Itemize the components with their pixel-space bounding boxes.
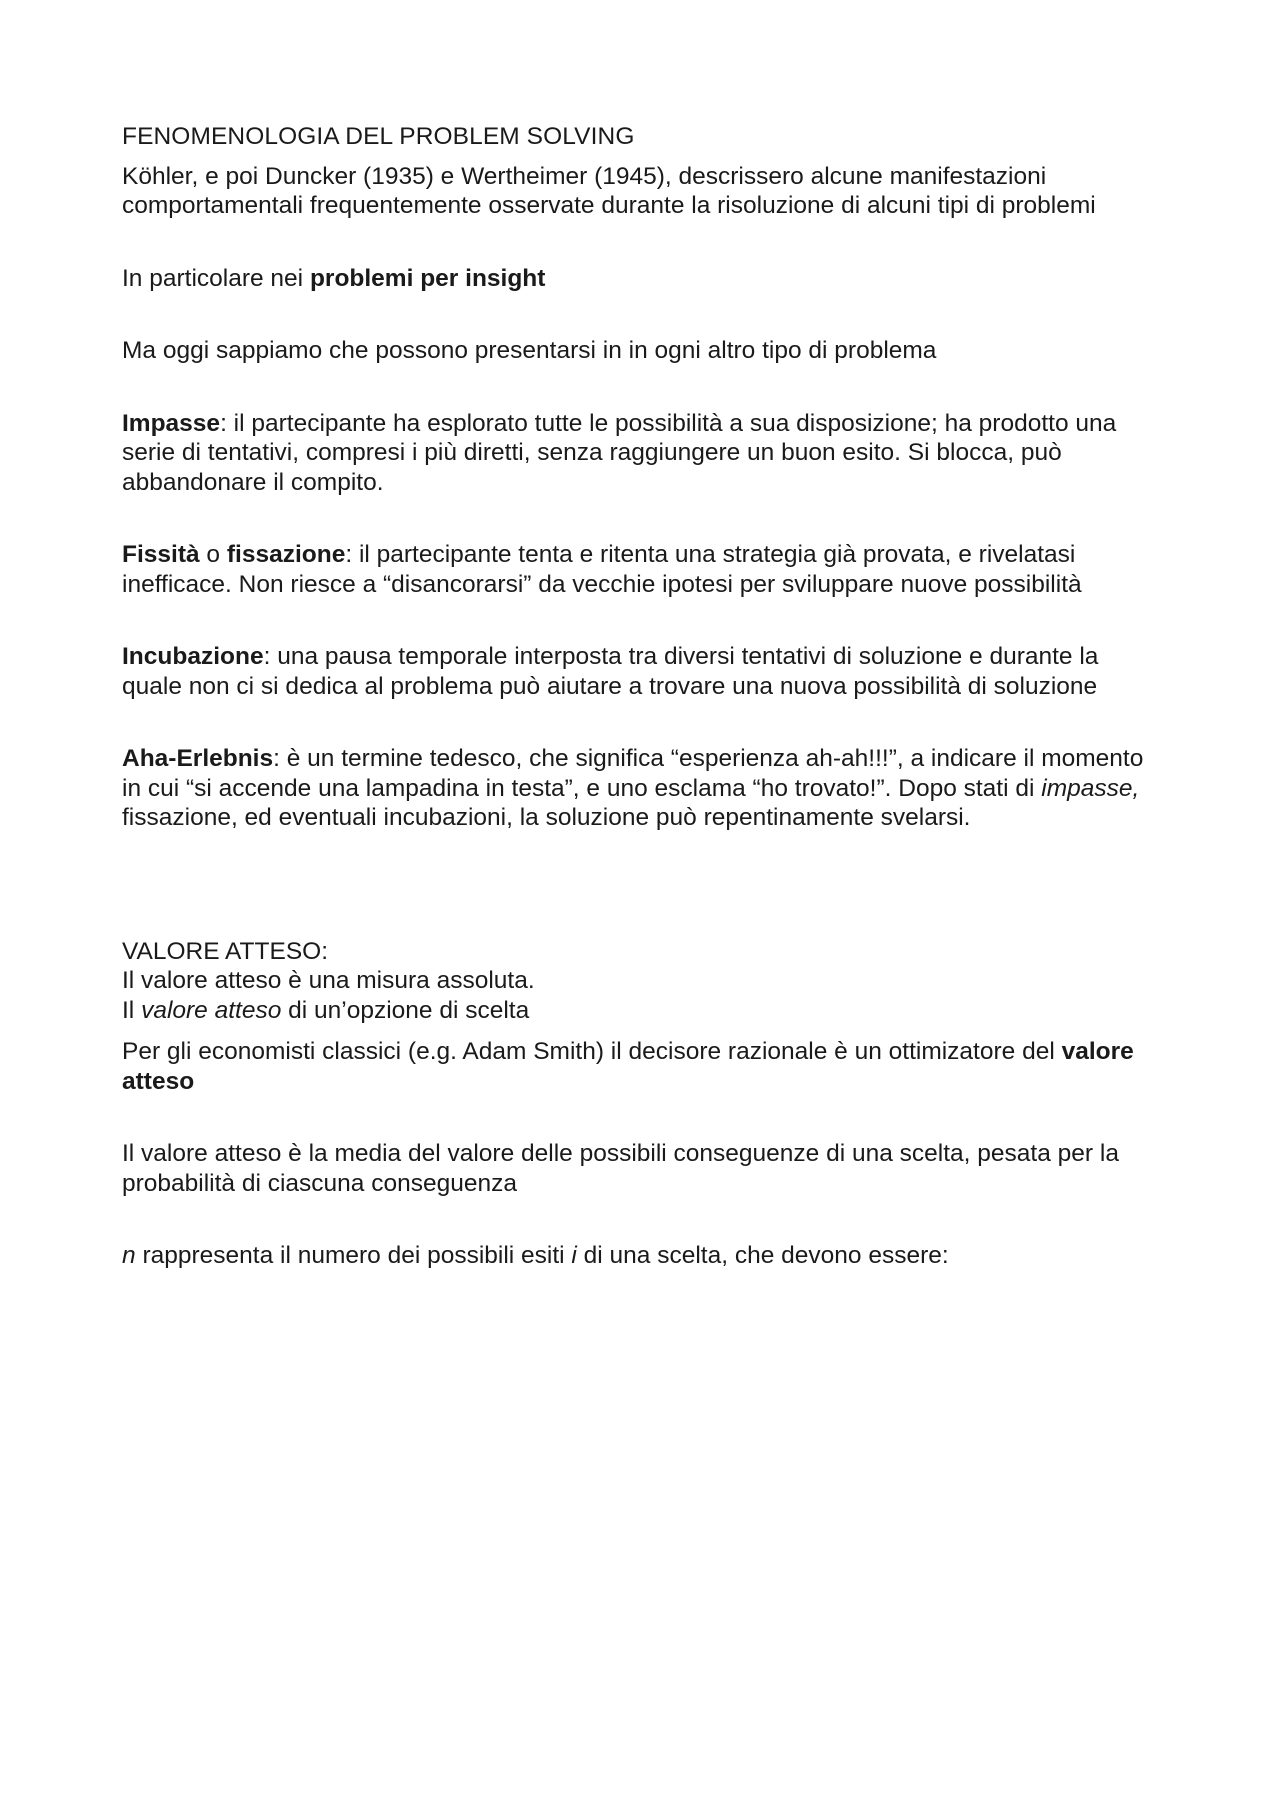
esiti-text1: rappresenta il numero dei possibili esiti bbox=[135, 1242, 572, 1269]
esiti-paragraph bbox=[122, 1241, 1162, 1271]
n-variable: n bbox=[122, 1242, 136, 1269]
impasse-definition: : il partecipante ha esplorato tutte le possibilità a sua disposizione; ha prodotto una serie di tentativi, compresi i più diretti, senza raggiungere un buon esito. Si blocca, può abbandonare il compito. bbox=[122, 409, 1117, 496]
va-line2-suffix: di un’opzione di scelta bbox=[281, 996, 530, 1024]
economisti-bold: valore atteso bbox=[122, 1038, 1134, 1095]
intro-paragraph: Köhler, e poi Duncker (1935) e Wertheimer (1945), descrissero alcune manifestazioni comportamentali frequentemente osservate durante la risoluzione di alcuni tipi di problemi bbox=[122, 162, 1096, 219]
aha-impasse-italic: impasse, bbox=[1041, 774, 1140, 802]
fissita-definition: : il partecipante tenta e ritenta una strategia già provata, e rivelatasi inefficace. Non riesce a “disancorarsi” da vecchie ipotesi per sviluppare nuove possibilità bbox=[122, 541, 1082, 598]
i-variable: i bbox=[571, 1242, 577, 1269]
economisti-paragraph bbox=[122, 1037, 1162, 1096]
insight-paragraph bbox=[122, 264, 1162, 294]
va-line2-italic: valore atteso bbox=[141, 996, 282, 1024]
today-paragraph: Ma oggi sappiamo che possono presentarsi in in ogni altro tipo di problema bbox=[122, 337, 937, 364]
insight-term: problemi per insight bbox=[309, 264, 546, 292]
aha-definition-part2: fissazione, ed eventuali incubazioni, la soluzione può repentinamente svelarsi. bbox=[122, 804, 971, 831]
fissazione-term: fissazione bbox=[226, 541, 346, 568]
aha-term: Aha-Erlebnis bbox=[122, 745, 274, 772]
aha-paragraph bbox=[122, 744, 1162, 833]
incubazione-definition: : una pausa temporale interposta tra diversi tentativi di soluzione e durante la quale non ci si dedica al problema può aiutare a trovare una nuova possibilità di soluzione bbox=[122, 643, 1099, 700]
valore-atteso-line1: Il valore atteso è una misura assoluta. bbox=[122, 967, 535, 994]
aha-definition-part1: : è un termine tedesco, che significa “esperienza ah-ah!!!”, a indicare il momento in cui “si accende una lampadina in testa”, e uno esclama “ho trovato!”. Dopo stati di bbox=[122, 745, 1144, 802]
insight-prefix: In particolare nei bbox=[122, 264, 310, 292]
document-page bbox=[122, 122, 1162, 1271]
incubazione-paragraph bbox=[122, 642, 1162, 701]
fissita-term: Fissità bbox=[122, 541, 200, 568]
economisti-text: Per gli economisti classici (e.g. Adam Smith) il decisore razionale è un ottimizatore del bbox=[122, 1038, 1062, 1065]
impasse-paragraph bbox=[122, 409, 1162, 498]
incubazione-term: Incubazione bbox=[122, 643, 264, 670]
valore-atteso-line2 bbox=[122, 996, 1162, 1026]
va-line2-prefix: Il bbox=[122, 996, 142, 1024]
esiti-text2: di una scelta, che devono essere: bbox=[576, 1242, 949, 1269]
fissita-paragraph bbox=[122, 540, 1162, 599]
media-paragraph: Il valore atteso è la media del valore delle possibili conseguenze di una scelta, pesata per la probabilità di ciascuna conseguenza bbox=[122, 1140, 1119, 1197]
valore-atteso-heading: VALORE ATTESO: bbox=[122, 937, 329, 965]
valore-atteso-block bbox=[122, 937, 1162, 1026]
impasse-term: Impasse bbox=[122, 409, 221, 437]
document-title: FENOMENOLOGIA DEL PROBLEM SOLVING bbox=[122, 123, 635, 150]
fissita-conjunction: o bbox=[199, 541, 227, 568]
